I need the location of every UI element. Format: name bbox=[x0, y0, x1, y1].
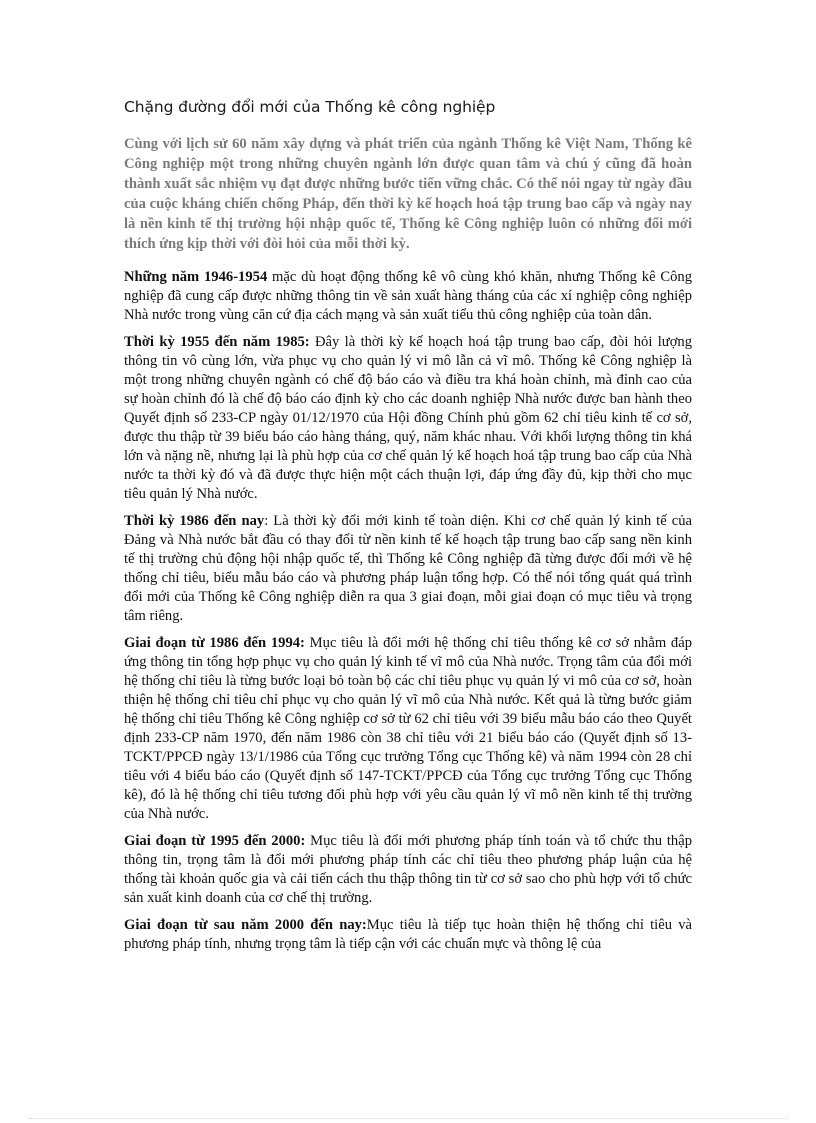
paragraph-text: : Là thời kỳ đổi mới kinh tế toàn diện. Khi cơ chế quản lý kinh tế của Đảng và Nhà nước bắt đầu có thay đổi từ nền kinh tế kế hoạch tập trung bao cấp sang nền kinh tế thị trường chủ động hội nhập quốc tế, thì Thống kê Công nghiệp đã từng được đổi mới về hệ thống chỉ tiêu, biểu mẫu báo cáo và phương pháp luận tổng hợp. Có thể nói tổng quát quá trình đổi mới của Thống kê Công nghiệp diễn ra qua 3 giai đoạn, mỗi giai đoạn có mục tiêu và trọng tâm riêng. bbox=[124, 513, 693, 624]
paragraph-lead: Những năm 1946-1954 bbox=[124, 269, 268, 285]
page-title: Chặng đường đổi mới của Thống kê công nghiệp bbox=[124, 98, 496, 116]
body-paragraph-1946-1954 bbox=[124, 268, 692, 325]
intro-paragraph: Cùng với lịch sử 60 năm xây dựng và phát triển của ngành Thống kê Việt Nam, Thống kê Công nghiệp một trong những chuyên ngành lớn được quan tâm và chú ý cũng đã hoàn thành xuất sắc nhiệm vụ đạt được những bước tiến vững chắc. Có thể nói ngay từ ngày đầu của cuộc kháng chiến chống Pháp, đến thời kỳ kế hoạch hoá tập trung bao cấp và ngày nay là nền kinh tế thị trường hội nhập quốc tế, Thống kê Công nghiệp luôn có những đổi mới thích ứng kịp thời với đòi hỏi của mỗi thời kỳ. bbox=[124, 136, 692, 252]
body-paragraph-1986-present bbox=[124, 512, 692, 626]
paragraph-lead: Thời kỳ 1955 đến năm 1985: bbox=[124, 334, 310, 350]
body-paragraph-1986-1994 bbox=[124, 634, 692, 824]
paragraph-lead: Giai đoạn từ 1995 đến 2000: bbox=[124, 833, 306, 849]
paragraph-lead: Giai đoạn từ 1986 đến 1994: bbox=[124, 635, 305, 651]
body-paragraph-1955-1985 bbox=[124, 333, 692, 504]
paragraph-lead: Thời kỳ 1986 đến nay bbox=[124, 513, 265, 529]
paragraph-text: Mục tiêu là tiếp tục hoàn thiện hệ thống chỉ tiêu và phương pháp tính, nhưng trọng tâm là tiếp cận với các chuẩn mực và thông lệ của bbox=[124, 917, 692, 952]
page-bottom-divider bbox=[28, 1118, 788, 1119]
paragraph-text: mặc dù hoạt động thống kê vô cùng khó khăn, nhưng Thống kê Công nghiệp đã cung cấp được những thông tin về sản xuất hàng tháng của các xí nghiệp công nghiệp Nhà nước trong vùng căn cứ địa cách mạng và sản xuất tiểu thủ công nghiệp của toàn dân. bbox=[124, 269, 692, 323]
body-paragraph-1995-2000 bbox=[124, 832, 692, 908]
paragraph-text: Mục tiêu là đổi mới hệ thống chỉ tiêu thống kê cơ sở nhằm đáp ứng thông tin tổng hợp phục vụ cho quản lý kinh tế vĩ mô của Nhà nước. Trọng tâm của đổi mới hệ thống chỉ tiêu là từng bước loại bỏ toàn bộ các chỉ tiêu phục vụ quản lý vi mô của cơ sở, hoàn thiện hệ thống chỉ tiêu chỉ phục vụ cho quản lý vĩ mô của Nhà nước. Kết quả là từng bước giảm hệ thống chỉ tiêu Thống kê Công nghiệp cơ sở từ 62 chỉ tiêu với 39 biểu mẫu báo cáo theo Quyết định 233-CP năm 1970, đến năm 1986 còn 38 chỉ tiêu với 21 biểu báo cáo (Quyết định số 13-TCKT/PPCĐ ngày 13/1/1986 của Tổng cục trưởng Tổng cục Thống kê) và năm 1994 còn 28 chỉ tiêu với 4 biểu báo cáo (Quyết định số 147-TCKT/PPCĐ của Tổng cục trưởng Tổng cục Thống kê), đó là hệ thống chỉ tiêu tương đối phù hợp với yêu cầu quản lý vĩ mô nền kinh tế thị trường của Nhà nước. bbox=[124, 635, 692, 822]
paragraph-lead: Giai đoạn từ sau năm 2000 đến nay: bbox=[124, 917, 367, 933]
paragraph-text: Đây là thời kỳ kế hoạch hoá tập trung bao cấp, đòi hỏi lượng thông tin vô cùng lớn, vừa phục vụ cho quản lý vi mô lẫn cả vĩ mô. Thống kê Công nghiệp là một trong những chuyên ngành có chế độ báo cáo và điều tra khá hoàn chỉnh, mà đỉnh cao của sự hoàn chỉnh đó là chế độ báo cáo định kỳ cho các doanh nghiệp Nhà nước được ban hành theo Quyết định số 233-CP ngày 01/12/1970 của Hội đồng Chính phủ gồm 62 chỉ tiêu kinh tế cơ sở, được thu thập từ 39 biểu báo cáo hàng tháng, quý, năm khác nhau. Với khối lượng thông tin khá lớn và nặng nề, nhưng lại là phù hợp của cơ chế quản lý kế hoạch hoá tập trung bao cấp của Nhà nước ta thời kỳ đó và đã được thực hiện một cách thuận lợi, đáp ứng đầy đủ, kịp thời cho mục tiêu quản lý Nhà nước. bbox=[124, 334, 693, 502]
paragraph-text: Mục tiêu là đổi mới phương pháp tính toán và tổ chức thu thập thông tin, trọng tâm là đổi mới phương pháp tính các chỉ tiêu theo phương pháp luận của hệ thống tài khoản quốc gia và cải tiến cách thu thập thông tin từ cơ sở sao cho phù hợp với tổ chức sản xuất kinh doanh của cơ chế thị trường. bbox=[124, 833, 693, 906]
document-content bbox=[124, 98, 692, 962]
body-paragraph-2000-present bbox=[124, 916, 692, 954]
